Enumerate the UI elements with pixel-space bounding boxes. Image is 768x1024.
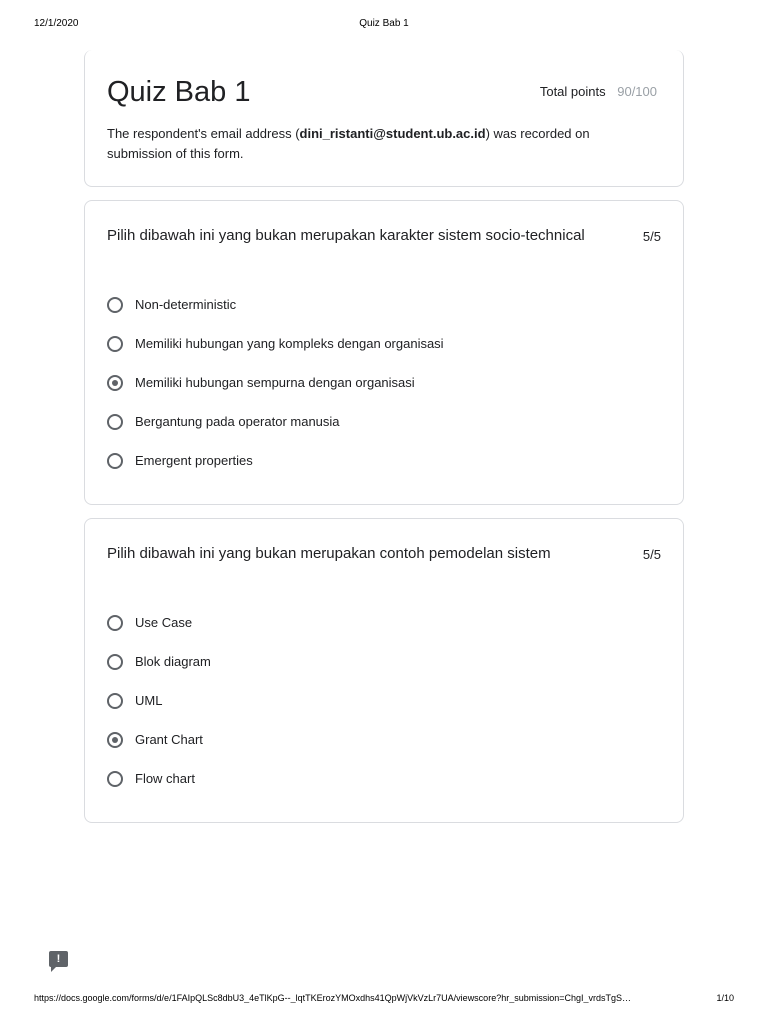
option-label: Bergantung pada operator manusia: [135, 414, 340, 429]
feedback-icon[interactable]: !: [49, 951, 68, 967]
total-points-label: Total points: [539, 84, 606, 99]
option-item[interactable]: [107, 285, 444, 324]
form-title: Quiz Bab 1: [107, 76, 251, 108]
options-list: [107, 603, 211, 798]
question-text: Pilih dibawah ini yang bukan merupakan karakter sistem socio-technical: [107, 227, 585, 244]
option-label: Flow chart: [135, 771, 195, 786]
email-prefix: The respondent's email address (: [107, 126, 300, 141]
radio-button[interactable]: [107, 414, 123, 430]
print-page-number: 1/10: [716, 993, 734, 1003]
total-points-value: 90/100: [617, 84, 657, 99]
print-url: https://docs.google.com/forms/d/e/1FAIpQLSc8dbU3_4eTlKpG--_lqtTKErozYMOxdhs41QpWjVkVzLr7UA/viewscore?hr_submission=ChgI_vrdsTgS…: [34, 993, 632, 1003]
radio-button[interactable]: [107, 297, 123, 313]
radio-button-selected[interactable]: [107, 732, 123, 748]
option-item[interactable]: [107, 720, 211, 759]
option-label: UML: [135, 693, 163, 708]
option-item[interactable]: [107, 441, 444, 480]
question-text: Pilih dibawah ini yang bukan merupakan contoh pemodelan sistem: [107, 545, 551, 562]
email-notice: [107, 124, 627, 164]
radio-button[interactable]: [107, 693, 123, 709]
total-points: [540, 84, 657, 99]
option-label: Grant Chart: [135, 732, 203, 747]
print-date: 12/1/2020: [34, 18, 79, 29]
option-label: Memiliki hubungan sempurna dengan organisasi: [135, 375, 415, 390]
respondent-email: dini_ristanti@student.ub.ac.id: [299, 126, 486, 141]
radio-button[interactable]: [107, 654, 123, 670]
radio-button[interactable]: [107, 771, 123, 787]
email-suffix: ) was recorded on submission of this form.: [107, 126, 590, 161]
option-label: Emergent properties: [135, 453, 253, 468]
radio-button[interactable]: [107, 336, 123, 352]
options-list: [107, 285, 444, 480]
option-label: Memiliki hubungan yang kompleks dengan organisasi: [135, 336, 444, 351]
option-item[interactable]: [107, 759, 211, 798]
radio-button-selected[interactable]: [107, 375, 123, 391]
option-item[interactable]: [107, 402, 444, 441]
option-item[interactable]: [107, 363, 444, 402]
option-label: Non-deterministic: [135, 297, 237, 312]
print-title: Quiz Bab 1: [359, 18, 409, 29]
question-score: 5/5: [642, 229, 661, 244]
question-card-1: [84, 200, 684, 505]
question-score: 5/5: [642, 547, 661, 562]
option-item[interactable]: [107, 324, 444, 363]
form-header-card: [84, 50, 684, 187]
option-item[interactable]: [107, 642, 211, 681]
radio-button[interactable]: [107, 615, 123, 631]
option-label: Use Case: [135, 615, 193, 630]
option-label: Blok diagram: [135, 654, 211, 669]
radio-button[interactable]: [107, 453, 123, 469]
option-item[interactable]: [107, 603, 211, 642]
question-card-2: [84, 518, 684, 823]
option-item[interactable]: [107, 681, 211, 720]
